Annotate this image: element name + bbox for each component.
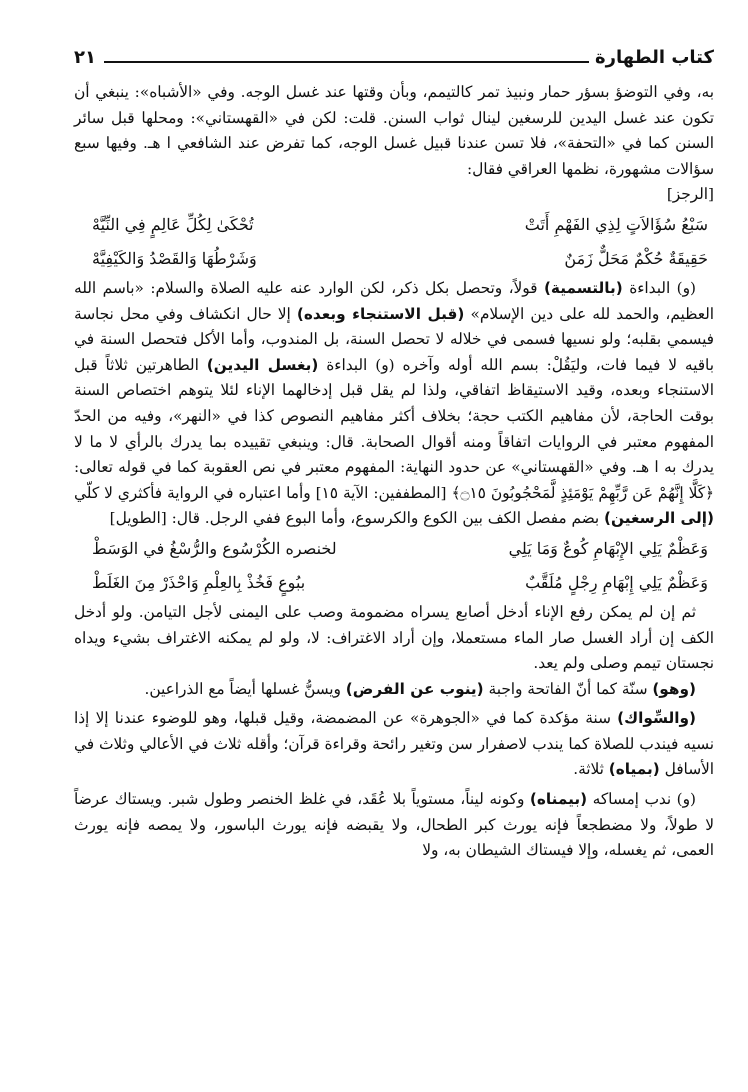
poem-1	[74, 208, 714, 276]
p5-end: ثلاثة.	[573, 760, 609, 779]
verse-2-first-hemistich: حَقِيقَةٌ حُكْمٌ مَحَلٌّ زَمَنٌ	[564, 248, 708, 268]
p2-end: بضم مفصل الكف بين الكوع والكرسوع، وأما البوع ففي الرجل. قال: [الطويل]	[109, 509, 605, 528]
book-title: كتاب الطهارة	[594, 47, 714, 68]
verse-1-second-hemistich: تُحْكَىٰ لِكُلِّ عَالِمٍ فِي النِّيَّهْ	[92, 214, 254, 234]
p2-tail: الطاهرتين ثلاثاً قبل الاستنجاء وبعده، وقيد الاستيقاظ اتفاقي، ولذا لم يقل قبل إدخالهما الإناء لئلا يتوهم اختصاص السنة بوقت الحاجة، لأن مفاهيم الكتب حجة؛ بخلاف أكثر مفاهيم النصوص كذا في «النهر»، وفيه من الحدّ المفهوم معتبر في الروايات اتفاقاً ومنه أقوال الصحابة. قال: وينبغي تقييده بما يدرك بالرأي لا ما لا يدرك به ا هـ. وفي «القهستاني» عن حدود النهاية: المفهوم معتبر في نص العقوبة كما في قوله تعالى: ﴿كَلَّا إِنَّهُمْ عَن رَّبِّهِمْ يَوْمَئِذٍ لَّمَحْجُوبُونَ ۝١٥﴾ [المطففين: الآية ١٥] وأما اعتباره في الرواية فأكثري لا كلّي	[74, 355, 714, 502]
term-siwak: (والسِّواك)	[617, 709, 696, 728]
term-right-hand: (بيمناه)	[529, 790, 588, 809]
term-with-waters: (بمياه)	[608, 760, 660, 779]
p5-tail: سنة مؤكدة كما في «الجوهرة» عن المضمضة، وقيل قبلها، وهو للوضوء عندنا إلا إذا نسيه فيندب للصلاة كما يندب لاصفرار سن وتغير رائحة وقراءة قرآن؛ وأقله ثلاث في الأعالي وثلاث في الأسافل	[74, 709, 714, 779]
term-substitutes-obligation: (ينوب عن الفرض)	[345, 679, 484, 698]
paragraph-4	[74, 677, 714, 703]
poem-2	[74, 532, 714, 600]
p6-tail: وكونه ليناً، مستوياً بلا عُقَد، في غلظ الخنصر وطول شبر. ويستاك عرضاً لا طولاً، ولا مضطجعاً فإنه يورث كبر الطحال، ولا يقبضه فإنه يورث الباسور، ولا يمصه فإنه يورث العمى، ثم يغسله، وإلا فيستاك الشيطان به، ولا	[74, 790, 714, 860]
book-page	[74, 38, 714, 864]
page-number: ٢١	[74, 47, 96, 68]
verse-line-3	[74, 532, 714, 566]
verse-1-first-hemistich: سَبْعُ سُؤَالاَتٍ لِذِي الفَهْمِ أَتَتْ	[524, 214, 708, 234]
paragraph-3: ثم إن لم يمكن رفع الإناء أدخل أصابع يسراه مضمومة وصب على اليمنى لأجل التيامن. ولو أدخل الكف إن أراد الغسل صار الماء مستعملا، وإن أراد الاغتراف: لا، ولو لم يمكنه الاغتراف بشيء ويداه نجستان تيمم وصلى ولم يعد.	[74, 602, 714, 673]
verse-line-4	[74, 566, 714, 600]
p2-middle-2: إلا حال انكشاف وفي محل نجاسة فيسمي بقلبه؛ ولو نسيها فسمى في خلاله لا تحصل السنة، بل المندوب، وأما الأكل فتحصل السنة في باقيه لا فيما فات، وليَقُلْ: بسم الله أوله وآخره (و) البداءة	[74, 304, 714, 374]
paragraph-6	[74, 787, 714, 864]
term-washing-hands: (بغسل اليدين)	[206, 355, 319, 374]
term-basmala: (بالتسمية)	[543, 278, 623, 297]
verse-3-first-hemistich: وَعَظْمٌ يَلِي الإِبْهَامِ كُوعٌ وَمَا يَلِي	[508, 538, 708, 558]
verse-line-1	[74, 208, 714, 242]
verse-4-first-hemistich: وَعَظْمٌ يَلِي إِبْهَامِ رِجْلٍ مُلَقَّبٌ	[525, 572, 708, 592]
p2-middle-1: قولاً، وتحصل بكل ذكر، لكن الوارد عنه عليه الصلاة والسلام: «باسم الله العظيم، والحمد لله على دين الإسلام»	[74, 278, 714, 323]
verse-line-2	[74, 242, 714, 276]
p2-lead: (و) البداءة	[622, 278, 697, 297]
paragraph-1: به، وفي التوضؤ بسؤر حمار ونبيذ تمر كالتيمم، وبأن وقتها عند غسل الوجه. وفي «الأشباه»: ينبغي أن تكون عند غسل اليدين للرسغين لينال ثواب السنن. قلت: لكن في «القهستاني»: ومحلها قبل سائر السنن كما في «التحفة»، فلا تسن عندنا قبيل غسل الوجه، كما تفرض عند الشافعي ا هـ. وفيها سبع سؤالات مشهورة، نظمها العراقي فقال:	[74, 83, 714, 178]
running-header	[74, 38, 714, 68]
term-to-wrists: (إلى الرسغين)	[604, 509, 714, 528]
verse-3-second-hemistich: لخنصره الكُرْسُوع والرُّسْغُ في الوَسَطْ	[92, 538, 337, 558]
meter-label-rajaz: [الرجز]	[666, 185, 714, 204]
p6-lead: (و) ندب إمساكه	[587, 790, 696, 809]
p4-middle: سنّة كما أنّ الفاتحة واجبة	[483, 679, 653, 698]
term-it: (وهو)	[652, 679, 696, 698]
paragraph-5	[74, 706, 714, 783]
page-body	[74, 80, 714, 864]
p4-tail: ويسنُّ غسلها أيضاً مع الذراعين.	[144, 679, 346, 698]
paragraph-2	[74, 276, 714, 532]
term-before-after-istinja: (قبل الاستنجاء وبعده)	[296, 304, 465, 323]
verse-4-second-hemistich: ببُوعٍ فَخُذْ بِالعِلْمِ وَاحْذَرْ مِنَ الغَلَطْ	[92, 572, 306, 592]
verse-2-second-hemistich: وَشَرْطُهَا وَالقَصْدُ وَالكَيْفِيَّهْ	[92, 248, 257, 268]
header-rule	[104, 61, 589, 63]
